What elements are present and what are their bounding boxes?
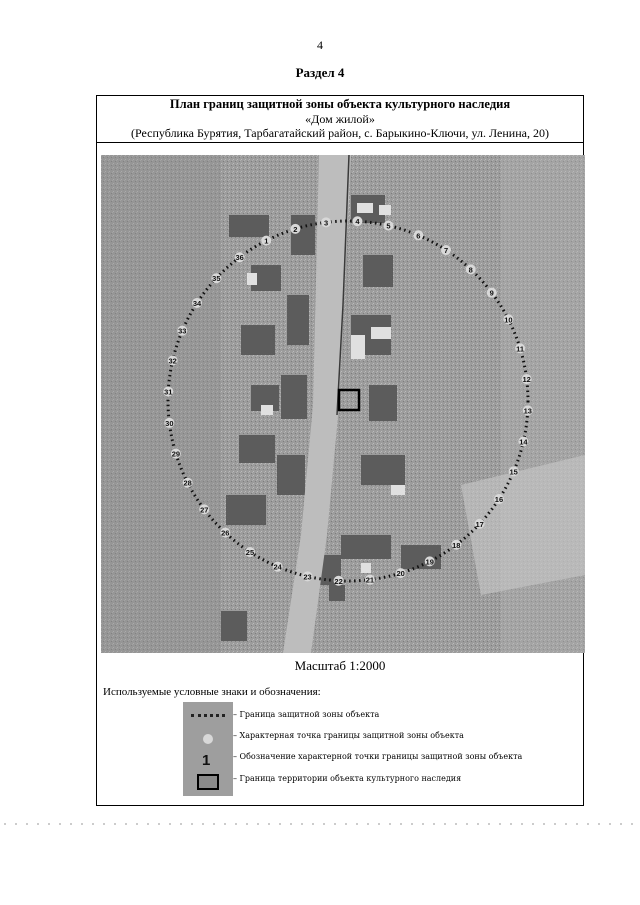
boundary-point-label: 10 [504,315,513,325]
boundary-point-label: 14 [519,437,528,447]
boundary-point-label: 13 [523,406,532,416]
boundary-point-label: 11 [516,344,525,354]
boundary-point-label: 15 [509,467,518,477]
legend-item-object-boundary: – Граница территории объекта культурного наследия [233,774,462,783]
boundary-point-label: 18 [452,540,461,550]
plan-header [97,96,583,143]
boundary-point-label: 12 [522,375,531,385]
legend-item-point: – Характерная точка границы защитной зоны объекта [233,731,464,740]
boundary-point-label: 34 [192,298,202,308]
boundary-point-label: 17 [475,519,484,529]
boundary-point-label: 8 [468,265,473,275]
boundary-point-label: 24 [273,562,282,572]
boundary-point-label: 1 [264,236,269,246]
boundary-point-label: 36 [235,253,244,263]
boundary-point-label: 26 [221,528,230,538]
legend-item-point-label: – Обозначение характерной точки границы защитной зоны объекта [233,752,523,761]
legend-symbols [183,702,233,796]
boundary-point-label: 32 [168,356,177,366]
boundary-point-label: 35 [212,274,221,284]
map-scale: Масштаб 1:2000 [294,658,386,673]
section-title: Раздел 4 [295,65,345,80]
object-name: «Дом жилой» [305,112,375,126]
boundary-point-label: 16 [494,495,504,505]
boundary-point-label: 33 [178,326,187,336]
boundary-point-label: 5 [386,221,391,231]
white-dot-icon [203,734,213,744]
legend-item-boundary: – Граница защитной зоны объекта [233,710,380,719]
aerial-map [101,155,585,653]
plan-title: План границ защитной зоны объекта культурного наследия [169,97,511,111]
boundary-point-label: 21 [365,575,375,585]
boundary-point-label: 28 [183,478,192,488]
number-icon: 1 [202,752,211,769]
boundary-point-label: 25 [245,547,255,557]
boundary-point-label: 6 [416,231,421,241]
boundary-point-label: 27 [200,505,209,515]
boundary-point-label: 7 [443,246,449,256]
plan-frame [96,95,584,806]
object-location: (Республика Бурятия, Тарбагатайский район, с. Барыкино-Ключи, ул. Ленина, 20) [131,126,549,140]
scan-noise [0,820,640,830]
boundary-point-label: 20 [396,569,405,579]
boundary-point-label: 23 [303,572,312,582]
boundary-point-label: 4 [355,217,360,227]
boundary-point-label: 29 [171,449,181,459]
page-number: 4 [317,38,323,52]
boundary-point-label: 2 [293,224,298,234]
boundary-point-label: 31 [164,387,173,397]
boundary-point-label: 9 [489,288,494,298]
dotted-line-icon [191,714,225,717]
boundary-point-label: 19 [425,557,434,567]
boundary-point-label: 30 [165,418,174,428]
legend-title: Используемые условные знаки и обозначения: [103,686,321,698]
boundary-point-label: 3 [323,218,329,228]
square-outline-icon [197,774,219,790]
boundary-point-label: 22 [334,576,343,586]
